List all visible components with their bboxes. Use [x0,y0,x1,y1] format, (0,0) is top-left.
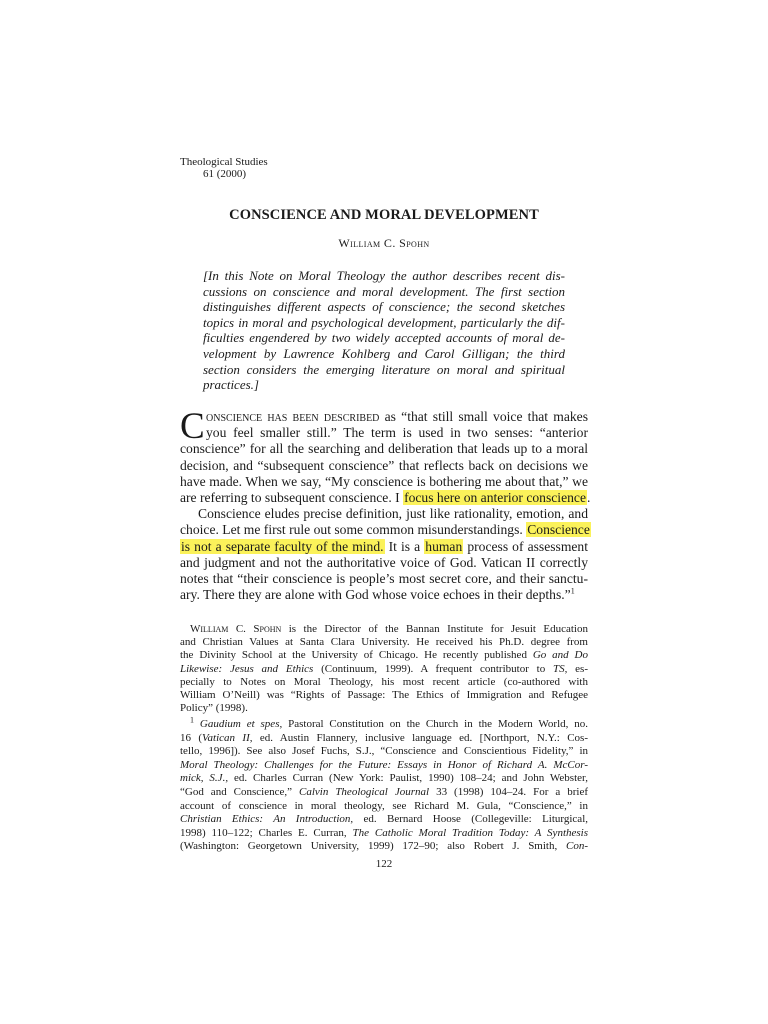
body-fragment: are referring to subsequent conscience. I [180,490,404,506]
bio-fragment: (Continuum, 1999). A frequent contributor to [313,662,553,675]
footnote-fragment: 33 (1998) 104–24. For a brief [429,785,588,798]
footnote-italic: Con- [566,840,588,853]
footnote-fragment: 1998) 110–122; Charles E. Curran, [180,826,353,839]
bio-fragment: is the Director of the Bannan Institute for Jesuit Education [281,623,588,635]
highlight: Conscience [527,522,590,538]
highlight: human [425,538,463,554]
footnote-line [180,715,589,732]
body-fragment: process of assessment [463,538,588,554]
drop-cap: C [180,406,205,447]
footnote-line [180,813,588,827]
footnote-italic: mick, S.J., [180,772,229,785]
bio-fragment: the Divinity School at the University of Chicago. He recently published [180,649,533,662]
page-number: 122 [375,858,393,870]
footnote-fragment: ed. Austin Flannery, inclusive language ed. [Northport, N.Y.: Cos- [252,731,589,744]
footnote-line [180,786,588,800]
body-fragment: . [586,490,591,506]
body-line: and judgment and not the authoritative voice of God. Vatican II correctly [180,554,588,570]
abstract-line: topics in moral and psychological development, particularly the dif- [203,314,565,330]
body-fragment: choice. Let me first rule out some common misunderstandings. [180,522,527,538]
bio-line: and Christian Values at Santa Clara University. He received his Ph.D. degree from [180,636,588,649]
body-fragment: as “that still small voice that makes [379,409,589,424]
footnote-fragment: ed. Bernard Hoose (Collegeville: Liturgical, [353,813,588,826]
abstract-line: ficulties engendered by two widely accepted accounts of moral de- [203,330,565,346]
footnote-line [180,840,588,854]
bio-author-name: William C. Spohn [190,623,282,635]
abstract-line: practices.] [203,377,259,393]
article-title: CONSCIENCE AND MORAL DEVELOPMENT [229,207,539,223]
bio-italic: Likewise: Jesus and Ethics [180,662,314,675]
bio-line: pecially to Notes on Moral Theology, his most recent article (co-authored with [180,675,588,688]
footnote-line [180,772,588,786]
bio-fragment: es- [567,662,588,675]
footnote-line [180,732,588,746]
body-fragment: ary. There they are alone with God whose voice echoes in their depths.” [180,587,571,603]
footnote-line [180,827,588,841]
footnote-italic: Calvin Theological Journal [299,785,430,798]
bio-line [180,649,588,662]
footnote-reference[interactable]: 1 [570,586,575,596]
journal-name: Theological Studies [180,156,268,168]
highlight: is not a separate faculty of the mind. [181,538,384,554]
footnote-fragment: 16 ( [180,731,203,744]
footnote-fragment: (Washington: Georgetown University, 1999) 172–90; also Robert J. Smith, [180,840,566,853]
body-text [180,406,591,603]
body-line: conscience” for all the searching and deliberation that leads up to a moral [180,441,588,457]
body-line: Conscience eludes precise definition, just like rationality, emotion, and [198,506,588,522]
footnote [180,715,589,854]
footnote-italic: Vatican II, [202,731,253,744]
highlight: focus here on anterior conscience [404,490,586,506]
abstract-line: distinguishes different aspects of conscience; the second sketches [203,299,565,315]
footnote-fragment: ed. Charles Curran (New York: Paulist, 1990) 108–24; and John Webster, [228,772,589,785]
body-line: you feel smaller still.” The term is used in two senses: “anterior [206,425,588,441]
abstract-line: [In this Note on Moral Theology the author describes recent dis- [203,268,565,283]
body-line [180,409,588,425]
footnote-line [180,759,588,773]
journal-volume: 61 (2000) [203,168,247,180]
opening-small-caps: onscience has been described [206,409,380,424]
bio-italic: TS, [553,662,568,675]
bio-line [180,663,588,676]
footnote-italic: Christian Ethics: An Introduction, [180,813,354,826]
footnote-fragment: Pastoral Constitution on the Church in the Modern World, no. [282,718,589,730]
bio-line [180,623,588,636]
article-abstract [203,268,565,393]
body-line [180,490,591,506]
body-line [180,539,588,555]
body-fragment: It is a [384,538,425,554]
abstract-line: velopment by Lawrence Kohlberg and Carol Gilligan; the third [203,345,565,361]
body-line: notes that “their conscience is people’s most secret core, and their sanctu- [180,571,588,587]
body-line: decision, and “subsequent conscience” that reflects back on decisions we [180,457,588,473]
footnote-italic: Gaudium et spes, [199,718,283,730]
footnote-line: tello, 1996]). See also Josef Fuchs, S.J., “Conscience and Conscientious Fidelity,” in [180,745,588,758]
bio-line: William O’Neill) was “Rights of Passage: The Ethics of Immigration and Refugee [180,689,588,702]
footnote-italic: Moral Theology: Challenges for the Future: Essays in Honor of Richard A. McCor- [180,758,588,771]
body-line [180,587,588,603]
footnote-number: 1 [190,715,194,725]
bio-italic: Go and Do [532,649,589,662]
footnote-italic: The Catholic Moral Tradition Today: A Synthesis [352,826,588,839]
bio-line: Policy” (1998). [180,702,248,715]
abstract-line: cussions on conscience and moral development. The first section [203,283,565,299]
footnote-line: account of conscience in moral theology, see Richard M. Gula, “Conscience,” in [180,799,588,812]
abstract-line: section considers the emerging literature on moral and spiritual [203,361,565,377]
body-line [180,522,588,538]
journal-header [180,156,268,180]
body-line: have made. When we say, “My conscience is bothering me about that,” we [180,473,588,489]
footnote-fragment: “God and Conscience,” [180,785,299,798]
author-bio [180,623,588,715]
article-author: William C. Spohn [338,236,430,250]
